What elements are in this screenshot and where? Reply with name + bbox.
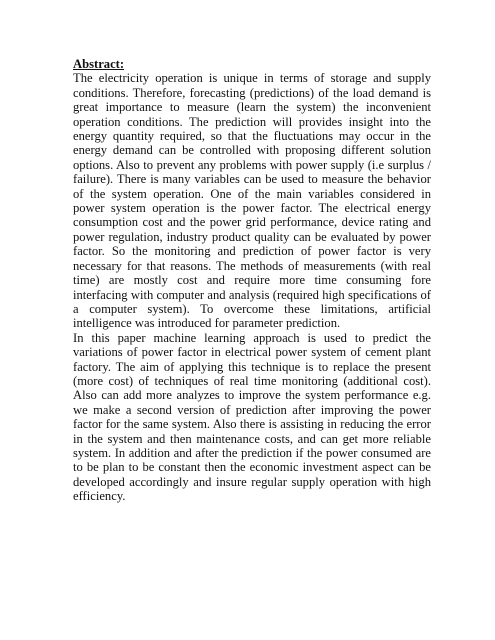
abstract-paragraph-1: The electricity operation is unique in terms of storage and supply conditions. Therefore, forecasting (predictions) of the load demand is great importance to measure (learn the system) the inconvenient operation conditions. The prediction will provides insight into the energy quantity required, so that the fluctuations may occur in the energy demand can be controlled with proposing different solution options. Also to prevent any problems with power supply (i.e surplus / failure). There is many variables can be used to measure the behavior of the system operation. One of the main variables considered in power system operation is the power factor. The electrical energy consumption cost and the power grid performance, device rating and power regulation, industry product quality can be evaluated by power factor. So the monitoring and prediction of power factor is very necessary for that reasons. The methods of measurements (with real time) are mostly cost and require more time consuming fore interfacing with computer and analysis (required high specifications of a computer system). To overcome these limitations, artificial intelligence was introduced for parameter prediction. — [73, 71, 431, 331]
abstract-heading: Abstract: — [73, 57, 125, 71]
abstract-section — [73, 57, 431, 504]
abstract-paragraph-2: In this paper machine learning approach is used to predict the variations of power factor in electrical power system of cement plant factory. The aim of applying this technique is to replace the present (more cost) of techniques of real time monitoring (additional cost). Also can add more analyzes to improve the system performance e.g. we make a second version of prediction after improving the power factor for the same system. Also there is assisting in reducing the error in the system and then maintenance costs, and can get more reliable system. In addition and after the prediction if the power consumed are to be plan to be constant then the economic investment aspect can be developed accordingly and insure regular supply operation with high efficiency. — [73, 330, 431, 504]
